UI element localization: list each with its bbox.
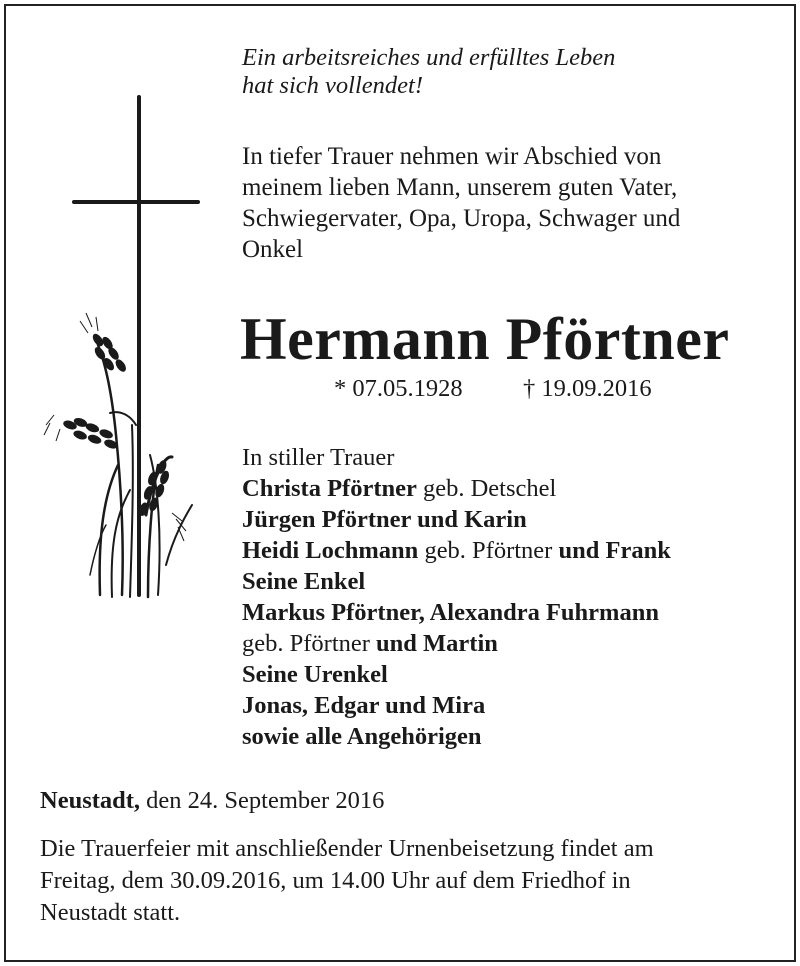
intro-line: In tiefer Trauer nehmen wir Abschied von <box>242 143 662 170</box>
mourner-nee: geb. Detschel <box>416 475 557 502</box>
service-line: Die Trauerfeier mit anschließender Urnenbeisetzung findet am <box>40 835 654 862</box>
motto-line: hat sich vollendet! <box>242 72 423 99</box>
mourner-partner: und Frank <box>558 537 671 564</box>
birth-date: * 07.05.1928 <box>334 375 463 402</box>
service-line: Neustadt statt. <box>40 899 181 926</box>
great-grandchildren-label: Seine Urenkel <box>242 661 388 688</box>
cross-with-wheat-icon <box>40 95 210 605</box>
great-grandchildren-names: Jonas, Edgar und Mira <box>242 692 486 719</box>
mourner-partner: und Martin <box>376 630 498 657</box>
death-date: † 19.09.2016 <box>523 375 652 402</box>
mourner-line <box>242 628 671 659</box>
mourner-line <box>242 473 671 504</box>
mourner-nee: geb. Pförtner <box>418 537 559 564</box>
intro-line: Schwiegervater, Opa, Uropa, Schwager und <box>242 205 681 232</box>
mourners-heading: In stiller Trauer <box>242 444 395 471</box>
intro-line: meinem lieben Mann, unserem guten Vater, <box>242 174 678 201</box>
deceased-name: Hermann Pförtner <box>240 306 730 372</box>
mourner-line <box>242 535 671 566</box>
service-info <box>40 833 654 929</box>
intro-text <box>242 141 680 265</box>
grandchildren-label: Seine Enkel <box>242 568 366 595</box>
mourner-line: Jürgen Pförtner und Karin <box>242 506 527 533</box>
date: den 24. September 2016 <box>140 787 385 814</box>
intro-line: Onkel <box>242 236 304 263</box>
place-date <box>40 785 384 817</box>
mourner-name: Christa Pförtner <box>242 475 417 502</box>
service-line: Freitag, dem 30.09.2016, um 14.00 Uhr auf dem Friedhof in <box>40 867 631 894</box>
place: Neustadt, <box>40 787 141 814</box>
mourner-name: Heidi Lochmann <box>242 537 419 564</box>
relatives-line: sowie alle Angehörigen <box>242 723 482 750</box>
mourner-line: Markus Pförtner, Alexandra Fuhrmann <box>242 599 659 626</box>
mourners-list <box>242 442 671 752</box>
mourner-nee: geb. Pförtner <box>242 630 377 657</box>
motto-line: Ein arbeitsreiches und erfülltes Leben <box>242 44 616 71</box>
motto <box>242 44 615 100</box>
